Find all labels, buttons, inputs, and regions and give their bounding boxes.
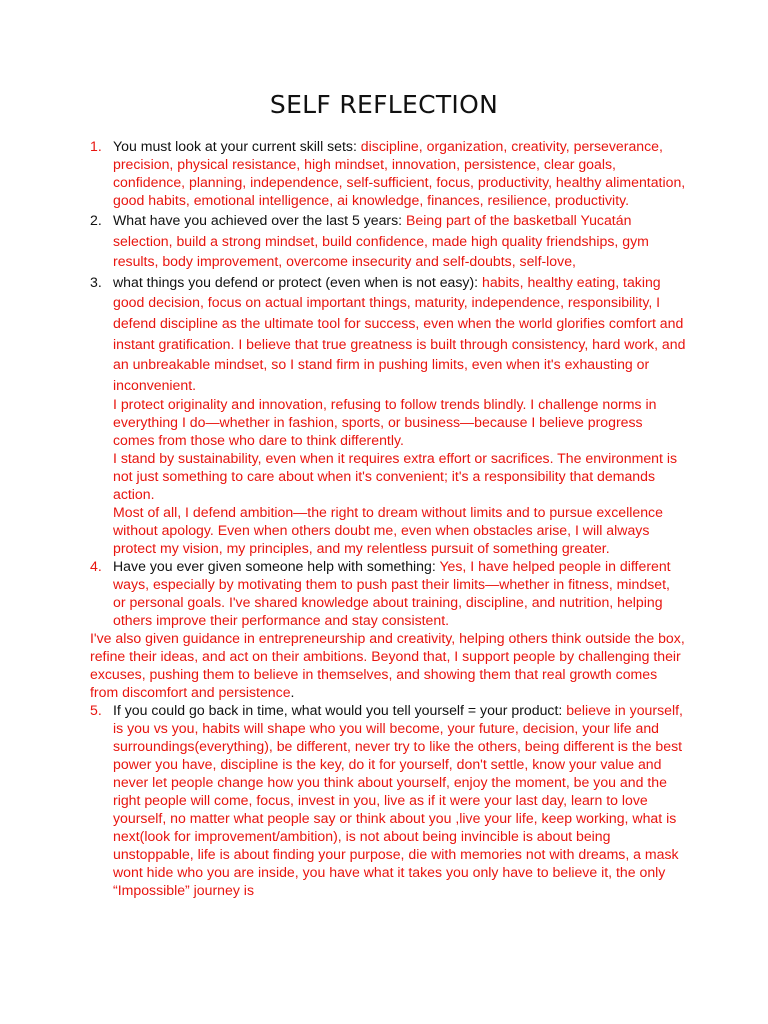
item-number: 4. (90, 558, 102, 575)
item-text (113, 272, 686, 396)
item-number: 2. (90, 212, 102, 228)
item-answer: habits, healthy eating, taking good decision, focus on actual important things, maturity, independence, responsibility, I defend discipline as the ultimate tool for success, even when the world glorifies comfort and instant gratification. I believe that true greatness is built through consistency, hard work, and an unbreakable mindset, so I stand firm in pushing limits, even when it's exhausting or inconvenient. (113, 273, 686, 393)
document-title: SELF REFLECTION (269, 90, 499, 119)
item-text (113, 557, 686, 629)
list-item-2 (90, 210, 686, 272)
item-question: Have you ever given someone help with something: (113, 558, 440, 575)
item-text (113, 701, 686, 899)
item-extra-paragraph: Most of all, I defend ambition—the right to dream without limits and to pursue excellence without apology. Even when others doubt me, even when obstacles arise, I will always protect my vision, my principles, and my relentless pursuit of something greater. (113, 504, 663, 557)
list-item-5 (90, 701, 686, 899)
item-extra-paragraph: I stand by sustainability, even when it requires extra effort or sacrifices. The environment is not just something to care about when it's convenient; it's a responsibility that demands action. (113, 450, 678, 503)
item-number: 3. (90, 273, 102, 290)
item-number: 5. (90, 702, 102, 719)
item-answer: believe in yourself, is you vs you, habits will shape who you will become, your future, decision, your life and surroundings(everything), be different, never try to like the others, being different is the best power you have, discipline is the key, do it for yourself, don't settle, know your value and never let people change how you think about yourself, enjoy the moment, be you and the right people will come, focus, invest in you, live as if it were your last day, learn to love yourself, no matter what people say or think about you ,live your life, keep working, what is next(look for improvement/ambition), is not about being invincible is about being unstoppable, life is about finding your purpose, die with memories not with dreams, a mask wont hide who you are inside, you have what it takes you only have to believe it, the only “Impossible” journey is (113, 702, 683, 899)
item-answer: Yes, I have helped people in different ways, especially by motivating them to push past their limits—whether in fitness, mindset, or personal goals. I've shared knowledge about training, discipline, and nutrition, helping others improve their performance and stay consistent. (113, 558, 671, 629)
document-body (90, 137, 686, 899)
item-question: You must look at your current skill sets: (113, 138, 361, 154)
continuation-text: I've also given guidance in entrepreneurship and creativity, helping others think outside the box, refine their ideas, and act on their ambitions. Beyond that, I support people by challenging their excuses, pushing them to believe in themselves, and showing them that real growth comes from discomfort and persistence (90, 630, 685, 701)
list-item-3 (90, 272, 686, 558)
item-question: what things you defend or protect (even when is not easy): (113, 273, 482, 290)
continuation-period: . (290, 684, 295, 701)
item-text (113, 210, 686, 272)
item-answer: Being part of the basketball Yucatán selection, build a strong mindset, build confidence, made high quality friendships, gym results, body improvement, overcome insecurity and self-doubts, self-love, (113, 212, 649, 270)
item-continuation (90, 629, 686, 701)
item-answer: discipline, organization, creativity, perseverance, precision, physical resistance, high mindset, innovation, persistence, clear goals, confidence, planning, independence, self-sufficient, focus, productivity, healthy alimentation, good habits, emotional intelligence, ai knowledge, finances, resilience, productivity. (113, 138, 686, 208)
item-question: If you could go back in time, what would you tell yourself = your product: (113, 702, 567, 719)
item-text (113, 137, 686, 209)
list-item-4 (90, 557, 686, 629)
item-number: 1. (90, 138, 102, 154)
list-item-1 (90, 137, 686, 209)
item-extra-paragraph: I protect originality and innovation, refusing to follow trends blindly. I challenge norms in everything I do—whether in fashion, sports, or business—because I believe progress comes from those who dare to think differently. (113, 396, 657, 449)
item-question: What have you achieved over the last 5 years: (113, 212, 406, 228)
